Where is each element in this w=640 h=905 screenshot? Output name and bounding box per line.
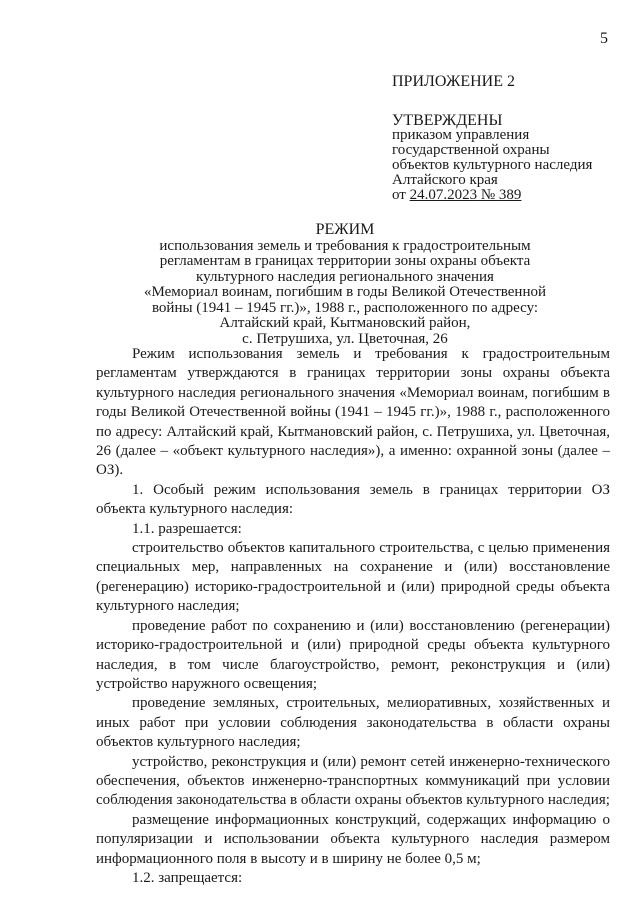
paragraph-permitted-item: строительство объектов капитального строительства, с целью применения специальных мер, направленных на сохранение и (или) восстановление (регенерацию) историко-градостроительной и (или) природной среды объекта культурного наследия;: [96, 540, 610, 615]
document-heading: [96, 222, 594, 347]
paragraph-permitted-item: устройство, реконструкция и (или) ремонт сетей инженерно-технического обеспечения, объектов инженерно-транспортных коммуникаций при условии соблюдения законодательства в области охраны объектов культурного наследия;: [96, 753, 610, 809]
paragraph-intro: Режим использования земель и требования к градостроительным регламентам утверждаются в границах территории зоны охраны объекта культурного наследия регионального значения «Мемориал воинам, погибшим в годы Великой Отечественной войны (1941 – 1945 гг.)», 1988 г., расположенного по адресу: Алтайский край, Кытмановский район, с. Петрушиха, ул. Цветочная, 26 (далее – «объект культурного наследия»), а именно: охранной зоны (далее – ОЗ).: [96, 346, 610, 479]
approval-line: объектов культурного наследия: [392, 157, 593, 173]
paragraph-permitted-item: проведение работ по сохранению и (или) восстановлению (регенерации) историко-градостроительной и (или) природной среды объекта культурного наследия, в том числе благоустройство, ремонт, реконструкция и (или) устройство наружного освещения;: [96, 617, 610, 692]
approval-line: приказом управления: [392, 127, 530, 143]
heading-line: регламентам в границах территории зоны охраны объекта: [159, 253, 531, 269]
page-number: 5: [600, 30, 608, 47]
heading-line: использования земель и требования к градостроительным: [159, 237, 531, 254]
paragraph-permitted-item: проведение земляных, строительных, мелиоративных, хозяйственных и иных работ при условии соблюдения законодательства в области охраны объектов культурного наследия;: [96, 695, 610, 751]
heading-line: «Мемориал воинам, погибшим в годы Великой Отечественной: [144, 284, 546, 300]
approval-line: государственной охраны: [392, 142, 550, 158]
paragraph-section-1: 1. Особый режим использования земель в границах территории ОЗ объекта культурного наследия:: [96, 481, 610, 518]
approval-block: [392, 74, 632, 203]
approval-line: Алтайского края: [392, 172, 498, 188]
order-number: 389: [498, 187, 522, 203]
heading-line: культурного наследия регионального значения: [196, 268, 494, 285]
approved-label: УТВЕРЖДЕНЫ: [392, 112, 503, 129]
paragraph-permitted-item: размещение информационных конструкций, содержащих информацию о популяризации и использовании объекта культурного наследия размером информационного поля в высоту и в ширину не более 0,5 м;: [96, 811, 610, 867]
paragraph-prohibited-heading: 1.2. запрещается:: [132, 869, 243, 886]
order-date: 24.07.2023: [409, 187, 478, 203]
heading-line: войны (1941 – 1945 гг.)», 1988 г., расположенного по адресу:: [151, 299, 539, 316]
heading-line: Алтайский край, Кытмановский район,: [219, 315, 471, 331]
order-date-number: [392, 188, 632, 203]
paragraph-permitted-heading: 1.1. разрешается:: [132, 520, 242, 537]
number-prefix: №: [477, 187, 499, 203]
heading-title: РЕЖИМ: [315, 221, 375, 238]
appendix-title: ПРИЛОЖЕНИЕ 2: [392, 73, 516, 90]
date-prefix: от: [392, 187, 410, 203]
document-body: [96, 345, 610, 888]
heading-line: с. Петрушиха, ул. Цветочная, 26: [242, 330, 448, 347]
